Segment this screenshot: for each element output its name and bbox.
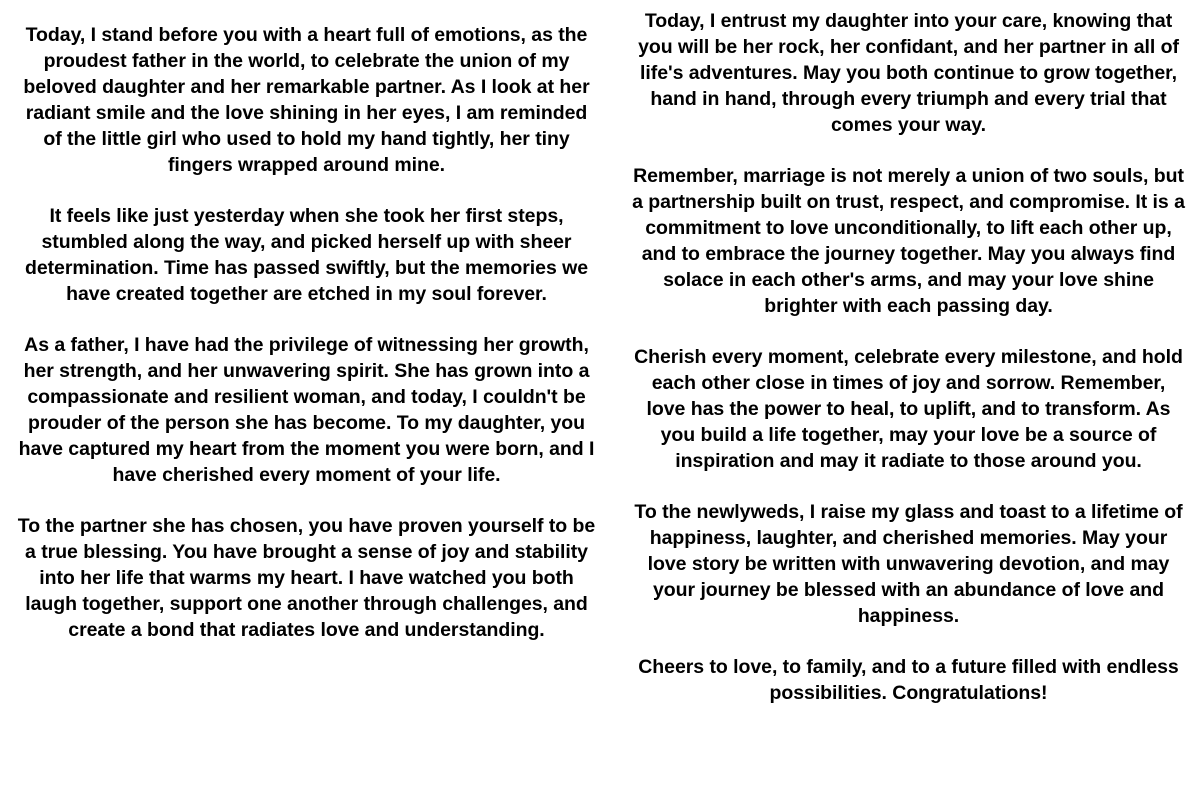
speech-paragraph: Remember, marriage is not merely a union of two souls, but a partnership built on trust, respect, and compromise. It is a commitment to love unconditionally, to lift each other up, and to embrace the journey together. May you always find solace in each other's arms, and may your love shine brighter with each passing day. [632, 165, 1185, 317]
right-text-column [613, 0, 1200, 706]
speech-paragraph: As a father, I have had the privilege of witnessing her growth, her strength, and her unwavering spirit. She has grown into a compassionate and resilient woman, and today, I couldn't be prouder of the person she has become. To my daughter, you have captured my heart from the moment you were born, and I have cherished every moment of your life. [18, 334, 595, 486]
speech-paragraph: Cheers to love, to family, and to a future filled with endless possibilities. Congratulations! [638, 656, 1179, 704]
speech-paragraph: To the partner she has chosen, you have proven yourself to be a true blessing. You have brought a sense of joy and stability into her life that warms my heart. I have watched you both laugh together, support one another through challenges, and create a bond that radiates love and understanding. [17, 515, 596, 641]
left-text-column [0, 0, 613, 643]
speech-paragraph: Today, I stand before you with a heart full of emotions, as the proudest father in the world, to celebrate the union of my beloved daughter and her remarkable partner. As I look at her radiant smile and the love shining in her eyes, I am reminded of the little girl who used to hold my hand tightly, her tiny fingers wrapped around mine. [23, 24, 590, 176]
speech-paragraph: To the newlyweds, I raise my glass and toast to a lifetime of happiness, laughter, and cherished memories. May your love story be written with unwavering devotion, and may your journey be blessed with an abundance of love and happiness. [634, 501, 1183, 627]
speech-paragraph: Today, I entrust my daughter into your care, knowing that you will be her rock, her confidant, and her partner in all of life's adventures. May you both continue to grow together, hand in hand, through every triumph and every trial that comes your way. [638, 10, 1179, 136]
speech-paragraph: It feels like just yesterday when she took her first steps, stumbled along the way, and picked herself up with sheer determination. Time has passed swiftly, but the memories we have created together are etched in my soul forever. [24, 205, 589, 305]
speech-paragraph: Cherish every moment, celebrate every milestone, and hold each other close in times of joy and sorrow. Remember, love has the power to heal, to uplift, and to transform. As you build a life together, may your love be a source of inspiration and may it radiate to those around you. [634, 346, 1183, 472]
